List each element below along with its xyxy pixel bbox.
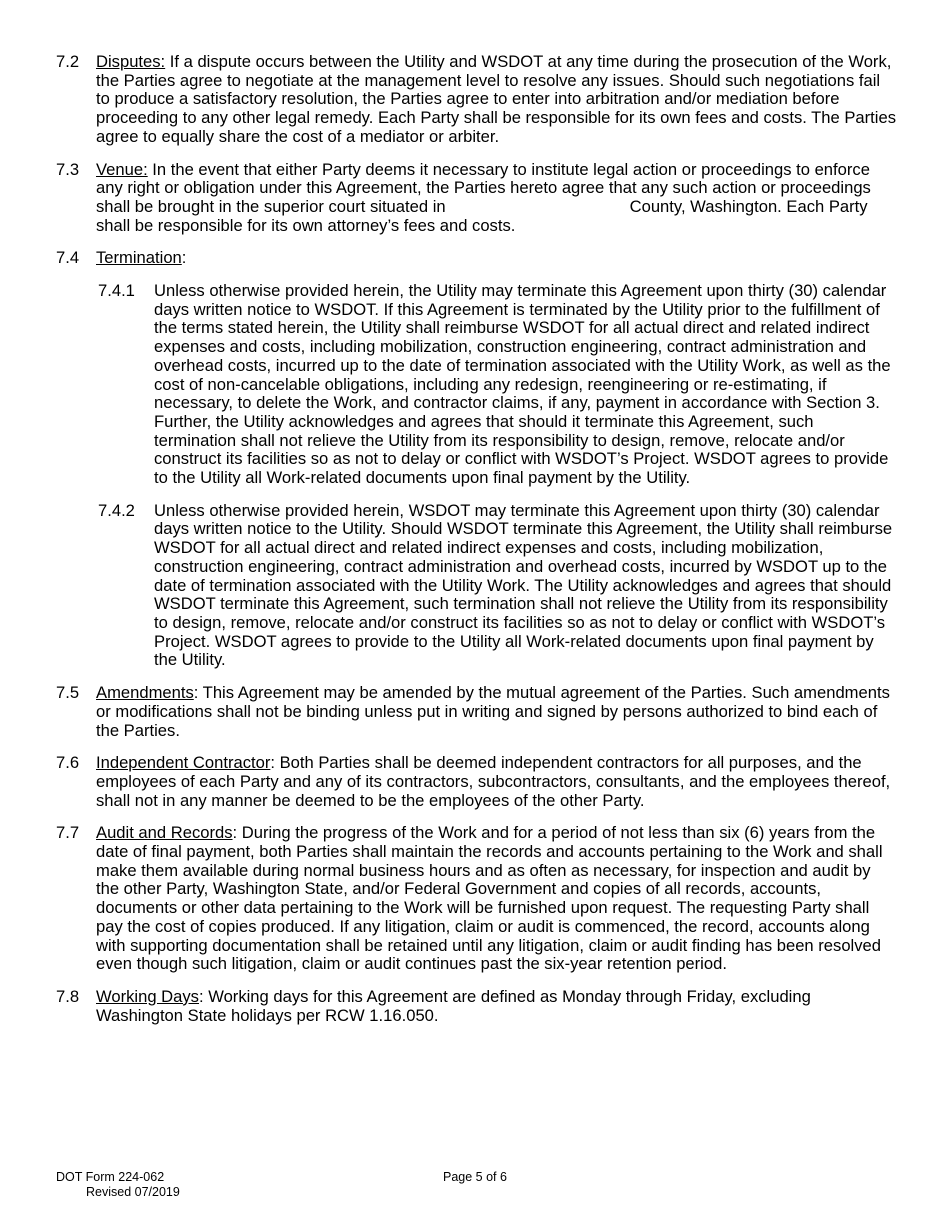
section-heading: Termination [96, 248, 182, 268]
section-7-7 [56, 824, 896, 974]
section-number: 7.2 [56, 52, 80, 71]
section-7-4 [56, 249, 896, 670]
section-text: If a dispute occurs between the Utility and WSDOT at any time during the prosecution of the Work, the Parties agree to negotiate at the management level to resolve any issues. Should such negotiations fail to produce a satisfactory resolution, the Parties agree to enter into arbitration and/or mediation before proceeding to any other legal remedy. Each Party shall be responsible for its own fees and costs. The Parties agree to equally share the cost of a mediator or arbiter. [96, 52, 897, 146]
footer-form-info [56, 1170, 180, 1199]
section-heading: Independent Contractor [96, 753, 271, 773]
form-number: DOT Form 224-062 [56, 1170, 165, 1184]
subsection-number: 7.4.2 [98, 500, 135, 520]
subsection-7-4-1 [98, 282, 896, 488]
section-7-5 [56, 684, 896, 740]
section-text: : [181, 248, 187, 268]
section-heading: Amendments [96, 683, 194, 703]
section-7-6 [56, 754, 896, 810]
subsection-7-4-2 [98, 502, 896, 670]
section-heading: Audit and Records [96, 823, 233, 843]
subsection-text: Unless otherwise provided herein, WSDOT may terminate this Agreement upon thirty (30) calendar days written notice to the Utility. Should WSDOT terminate this Agreement, the Utility shall reimburse WSDOT for all actual direct and related indirect expenses and costs, including mobilization, construction engineering, contract administration and overhead costs, incurred by WSDOT up to the date of termination associated with the Utility Work. The Utility acknowledges and agrees that should WSDOT terminate this Agreement, such termination shall not relieve the Utility from its responsibility to design, remove, relocate and/or construct its facilities so as not to delay or conflict with WSDOT’s Project. WSDOT agrees to provide to the Utility all Work-related documents upon final payment by the Utility. [154, 500, 893, 670]
section-text: : Both Parties shall be deemed independent contractors for all purposes, and the employees of each Party and any of its contractors, subcontractors, consultants, and the employees thereof, shall not in any manner be deemed to be the employees of the other Party. [96, 753, 891, 810]
section-text: In the event that either Party deems it necessary to institute legal action or proceedings to enforce any right or obligation under this Agreement, the Parties hereto agree that any such action or proceedings shall be brought in the superior court situated in [96, 159, 871, 216]
section-number: 7.5 [56, 683, 80, 703]
section-number: 7.6 [56, 753, 80, 773]
section-text: : This Agreement may be amended by the mutual agreement of the Parties. Such amendments or modifications shall not be binding unless put in writing and signed by persons authorized to bind each of the Parties. [96, 683, 890, 740]
section-heading: Disputes: [96, 52, 166, 71]
section-text: : During the progress of the Work and for a period of not less than six (6) years from the date of final payment, both Parties shall maintain the records and accounts pertaining to the Work and shall make them available during normal business hours and as often as necessary, for inspection and audit by the other Party, Washington State, and/or Federal Government and copies of all records, accounts, documents or other data pertaining to the Work will be furnished upon request. The requesting Party shall pay the cost of copies produced. If any litigation, claim or audit is commenced, the record, accounts along with supporting documentation shall be retained until any litigation, claim or audit finding has been resolved even though such litigation, claim or audit continues past the six-year retention period. [96, 823, 883, 974]
section-number: 7.4 [56, 248, 80, 268]
section-number: 7.3 [56, 159, 80, 179]
section-number: 7.8 [56, 986, 80, 1006]
section-heading: Venue: [96, 159, 148, 179]
section-7-2 [56, 53, 896, 147]
section-text-continued: County, Washington. Each Party shall be responsible for its own attorney’s fees and costs. [96, 196, 868, 235]
page-number: Page 5 of 6 [443, 1170, 507, 1184]
section-text: : Working days for this Agreement are defined as Monday through Friday, excluding Washington State holidays per RCW 1.16.050. [96, 986, 811, 1025]
document-body [56, 53, 896, 1039]
subsection-number: 7.4.1 [98, 281, 135, 301]
revision-date: Revised 07/2019 [86, 1184, 180, 1199]
section-heading: Working Days [96, 986, 199, 1006]
subsection-text: Unless otherwise provided herein, the Utility may terminate this Agreement upon thirty (30) calendar days written notice to WSDOT. If this Agreement is terminated by the Utility prior to the fulfillment of the terms stated herein, the Utility shall reimburse WSDOT for all actual direct and related indirect expenses and costs, including mobilization, construction engineering, contract administration and overhead costs, incurred up to the date of termination associated with the Utility Work, as well as the cost of non-cancelable obligations, including any redesign, reengineering or re-estimating, if necessary, to delete the Work, and contractor claims, if any, payment in accordance with Section 3. Further, the Utility acknowledges and agrees that should it terminate this Agreement, such termination shall not relieve the Utility from its responsibility to design, remove, relocate and/or construct its facilities so as not to delay or conflict with WSDOT’s Project. WSDOT agrees to provide to the Utility all Work-related documents upon final payment by the Utility. [154, 281, 891, 488]
section-number: 7.7 [56, 823, 80, 843]
section-7-8 [56, 988, 896, 1025]
section-7-3 [56, 161, 896, 236]
